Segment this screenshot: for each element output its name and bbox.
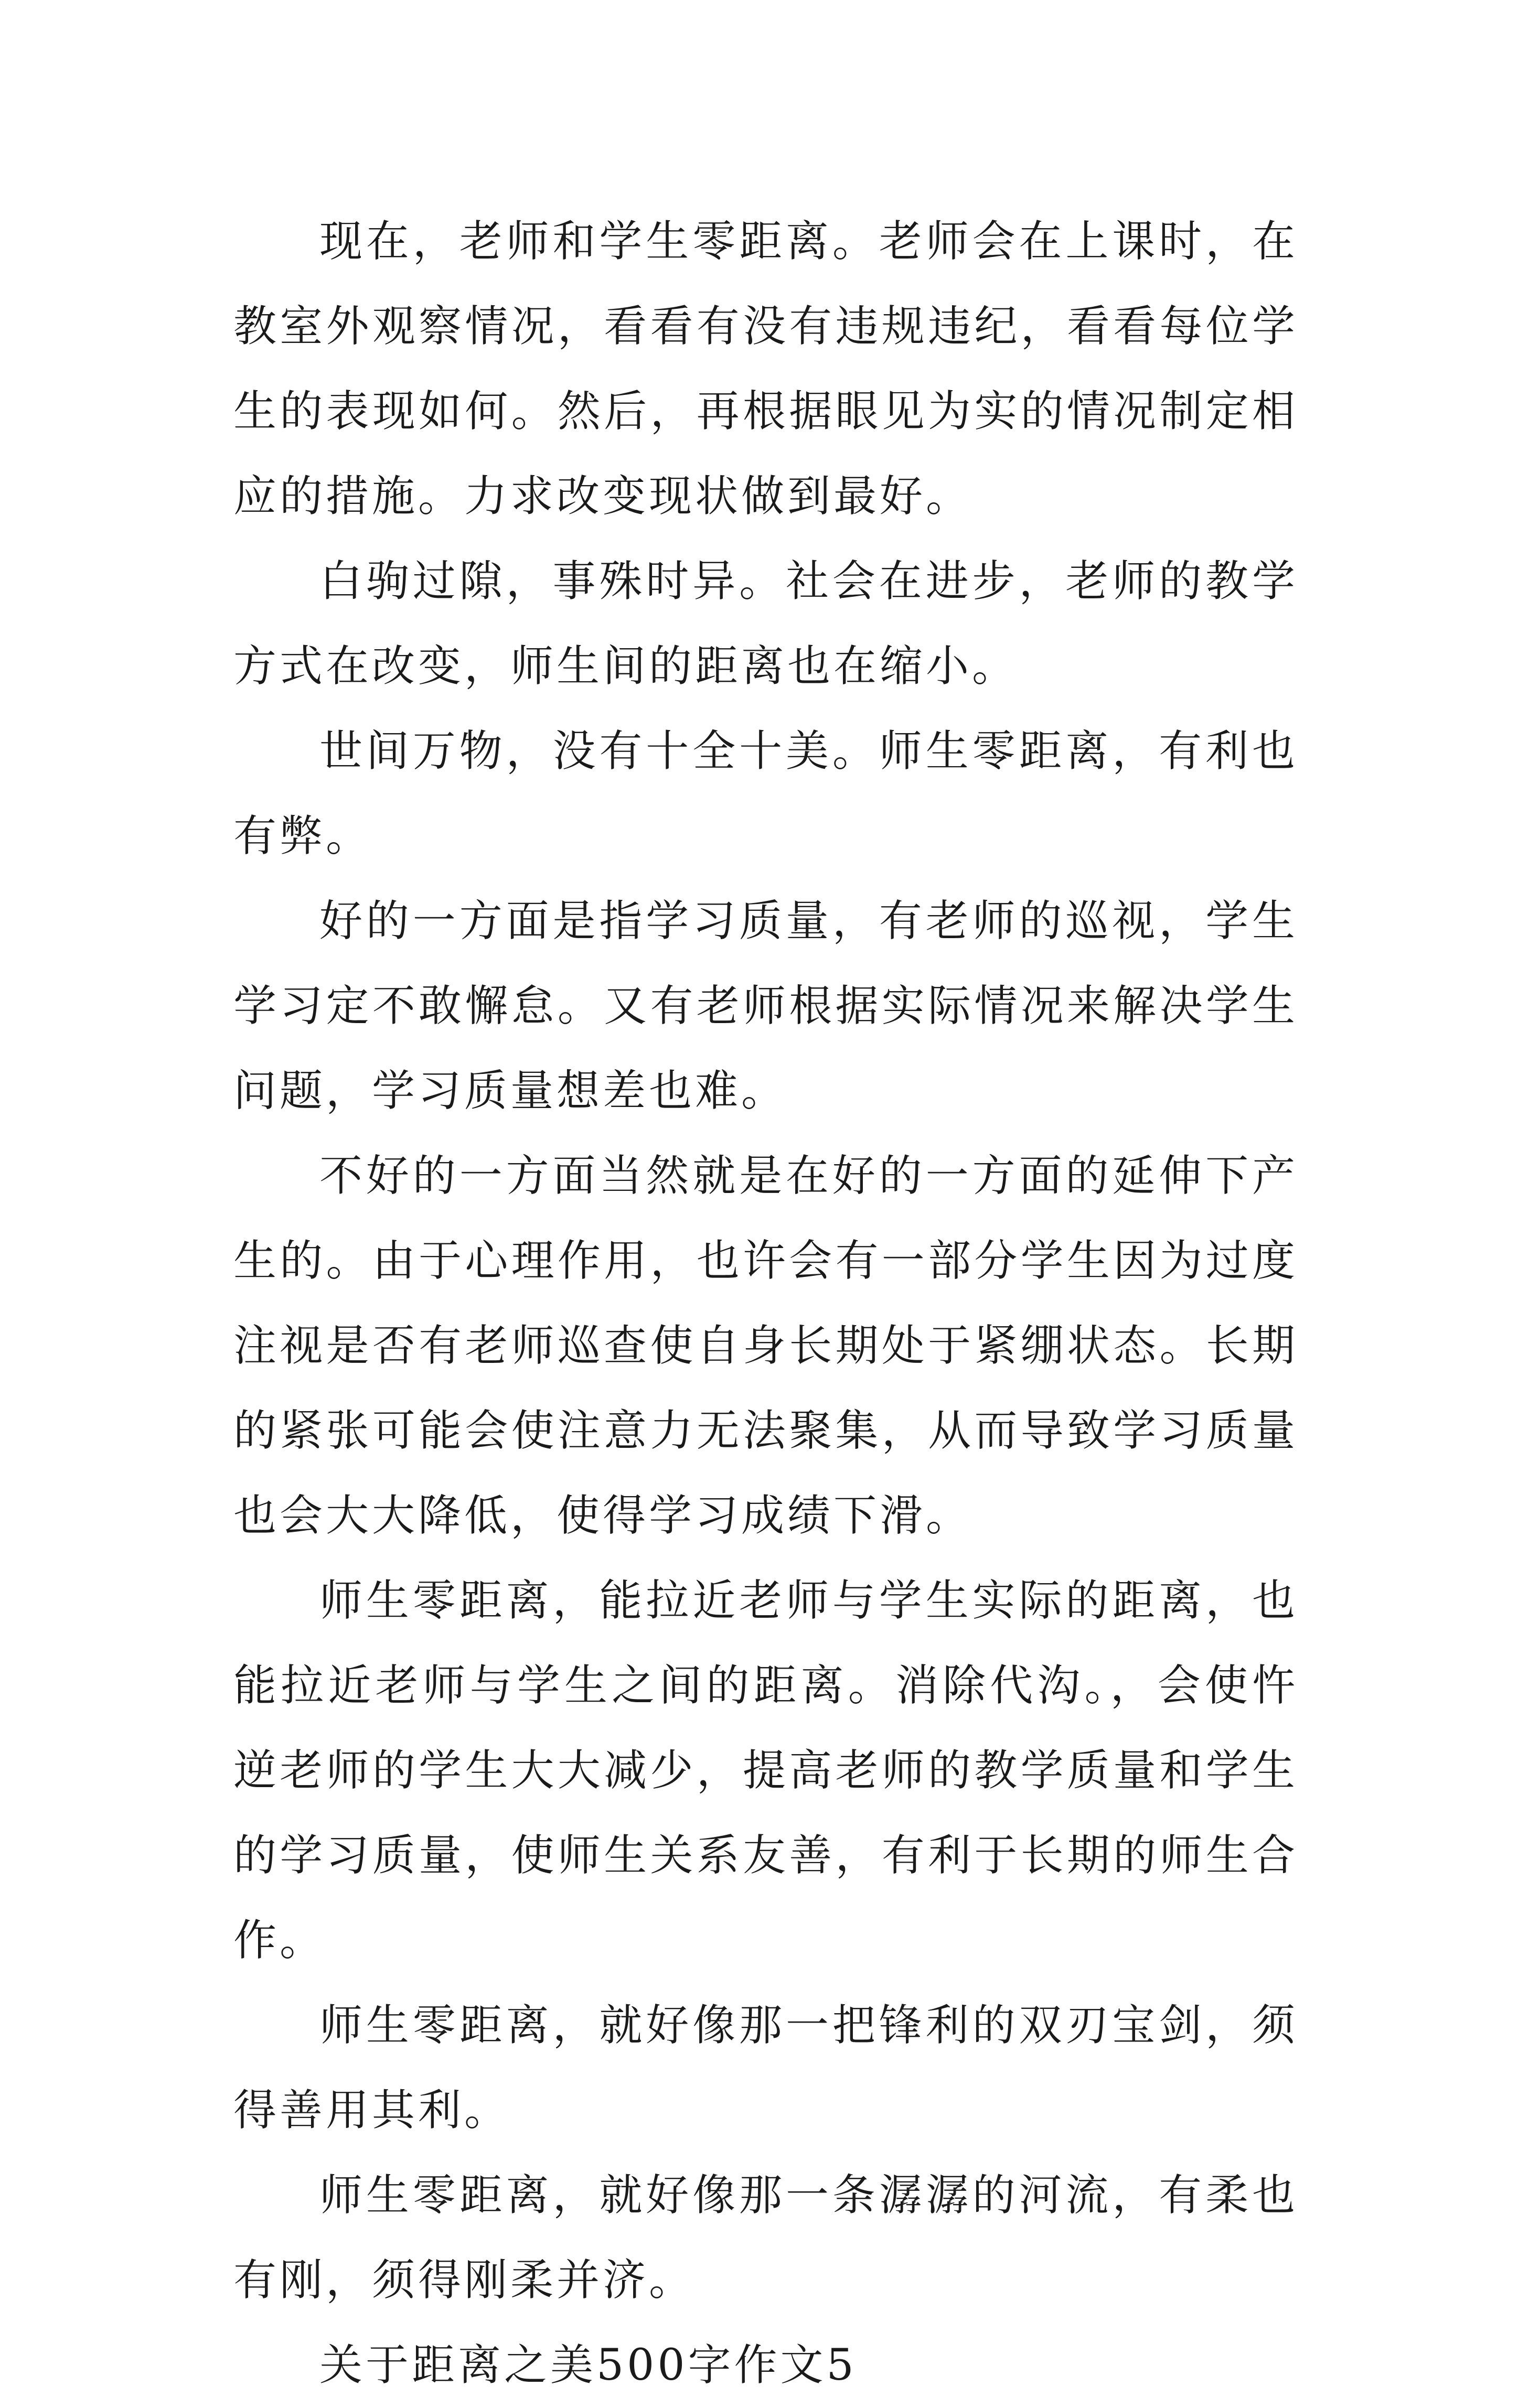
paragraph: 现在，老师和学生零距离。老师会在上课时，在教室外观察情况，看看有没有违规违纪，看看每位学生的表现如何。然后，再根据眼见为实的情况制定相应的措施。力求改变现状做到最好。	[233, 217, 1298, 521]
paragraph: 不好的一方面当然就是在好的一方面的延伸下产生的。由于心理作用，也许会有一部分学生因为过度注视是否有老师巡查使自身长期处于紧绷状态。长期的紧张可能会使注意力无法聚集，从而导致学习质量也会大大降低，使得学习成绩下滑。	[233, 1151, 1298, 1541]
paragraph: 师生零距离，就好像那一把锋利的双刃宝剑，须得善用其利。	[233, 2001, 1298, 2135]
article-body	[233, 199, 1298, 2408]
paragraph: 好的一方面是指学习质量，有老师的巡视，学生学习定不敢懈怠。又有老师根据实际情况来解决学生问题，学习质量想差也难。	[233, 896, 1298, 1116]
paragraph: 师生零距离，就好像那一条潺潺的河流，有柔也有刚，须得刚柔并济。	[233, 2170, 1298, 2305]
section-heading: 关于距离之美500字作文5	[319, 2340, 857, 2390]
paragraph: 白驹过隙，事殊时异。社会在进步，老师的教学方式在改变，师生间的距离也在缩小。	[233, 556, 1298, 691]
paragraph: 世间万物，没有十全十美。师生零距离，有利也有弊。	[233, 726, 1298, 861]
paragraph: 师生零距离，能拉近老师与学生实际的距离，也能拉近老师与学生之间的距离。消除代沟。，会使忤逆老师的学生大大减少，提高老师的教学质量和学生的学习质量，使师生关系友善，有利于长期的师生合作。	[233, 1576, 1298, 1965]
